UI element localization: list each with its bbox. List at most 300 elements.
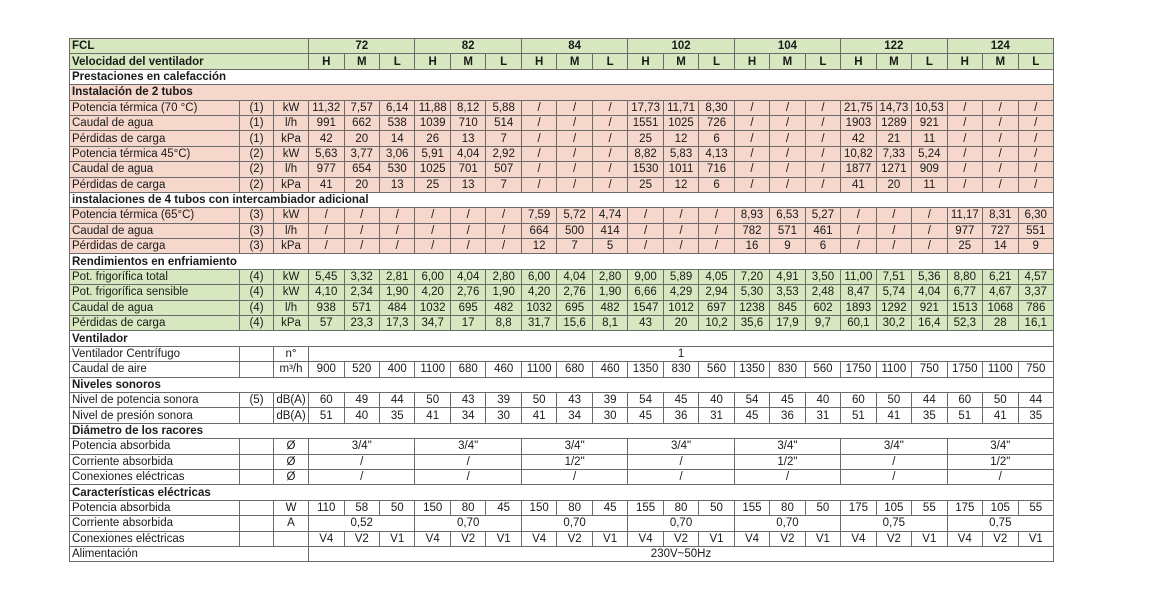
- value-cell: 5,36: [912, 269, 947, 284]
- value-cell: 560: [699, 362, 734, 377]
- value-cell: 664: [521, 223, 556, 238]
- fan-speed-cell: M: [876, 54, 911, 69]
- value-cell: 5: [592, 239, 628, 254]
- value-cell: 11,17: [947, 208, 982, 223]
- note-ref: [240, 408, 274, 423]
- value-cell: 20: [344, 131, 379, 146]
- value-cell: 9: [770, 239, 805, 254]
- value-cell: 58: [344, 500, 379, 515]
- fan-speed-cell: M: [770, 54, 805, 69]
- value-cell: 6,21: [983, 269, 1018, 284]
- value-cell: 909: [912, 162, 947, 177]
- value-cell: /: [1018, 100, 1054, 115]
- value-cell: 16,1: [1018, 316, 1054, 331]
- value-cell: 2,80: [486, 269, 522, 284]
- value-cell: 13: [450, 131, 485, 146]
- value-cell: /: [699, 223, 734, 238]
- value-cell: 4,20: [415, 285, 450, 300]
- value-cell: 8,47: [841, 285, 876, 300]
- value-cell: 830: [663, 362, 698, 377]
- section-header-row: [70, 85, 1054, 100]
- section-title: Características eléctricas: [70, 485, 1054, 500]
- value-cell: 11,00: [841, 269, 876, 284]
- fan-speed-cell: L: [805, 54, 840, 69]
- section-title: Diámetro de los racores: [70, 423, 1054, 438]
- value-cell: /: [983, 146, 1018, 161]
- value-cell: /: [415, 469, 521, 484]
- value-cell: /: [1018, 146, 1054, 161]
- value-cell: /: [983, 131, 1018, 146]
- value-cell: 155: [734, 500, 769, 515]
- value-cell: 1100: [983, 362, 1018, 377]
- value-cell: 1289: [876, 115, 911, 130]
- value-cell: 9: [1018, 239, 1054, 254]
- value-cell: /: [841, 454, 947, 469]
- value-cell: 17: [450, 316, 485, 331]
- note-ref: (5): [240, 392, 274, 407]
- value-cell: 31,7: [521, 316, 556, 331]
- value-cell: 35,6: [734, 316, 769, 331]
- value-cell: 3,50: [805, 269, 840, 284]
- value-cell: 7,59: [521, 208, 556, 223]
- value-cell: 54: [628, 392, 663, 407]
- unit-cell: kPa: [274, 239, 309, 254]
- value-cell: 1271: [876, 162, 911, 177]
- row-label: Caudal de aire: [70, 362, 240, 377]
- value-cell: /: [734, 469, 840, 484]
- model-header-cell: 122: [841, 39, 947, 54]
- value-cell: 1551: [628, 115, 663, 130]
- value-cell: /: [557, 146, 592, 161]
- value-cell: /: [592, 100, 628, 115]
- value-cell: 50: [805, 500, 840, 515]
- value-cell: 55: [912, 500, 947, 515]
- unit-cell: Ø: [274, 439, 309, 454]
- value-cell: 41: [309, 177, 344, 192]
- value-cell: 10,53: [912, 100, 947, 115]
- value-cell: /: [805, 146, 840, 161]
- value-cell: /: [557, 131, 592, 146]
- value-cell: /: [379, 239, 415, 254]
- unit-cell: dB(A): [274, 408, 309, 423]
- value-cell: 484: [379, 300, 415, 315]
- note-ref: [240, 362, 274, 377]
- section-header-row: [70, 423, 1054, 438]
- value-cell: 40: [699, 392, 734, 407]
- value-cell: 1100: [415, 362, 450, 377]
- note-ref: (4): [240, 269, 274, 284]
- value-cell: /: [770, 131, 805, 146]
- unit-cell: kW: [274, 100, 309, 115]
- value-cell: 2,92: [486, 146, 522, 161]
- value-cell: 3/4": [521, 439, 627, 454]
- value-cell: 520: [344, 362, 379, 377]
- value-cell: 39: [592, 392, 628, 407]
- value-cell: 8,1: [592, 316, 628, 331]
- value-cell: 5,27: [805, 208, 840, 223]
- row-label: Caudal de agua: [70, 115, 240, 130]
- value-cell: 571: [770, 223, 805, 238]
- value-cell: 45: [663, 392, 698, 407]
- value-cell: /: [521, 115, 556, 130]
- row-label: Potencia térmica (65°C): [70, 208, 240, 223]
- value-cell: /: [841, 223, 876, 238]
- value-cell: /: [983, 162, 1018, 177]
- section-title: Prestaciones en calefacción: [70, 69, 1054, 84]
- value-cell: 39: [486, 392, 522, 407]
- value-cell: V4: [309, 531, 344, 546]
- value-cell: 4,20: [521, 285, 556, 300]
- value-cell: 21: [876, 131, 911, 146]
- value-cell: 1/2": [734, 454, 840, 469]
- value-cell: 400: [379, 362, 415, 377]
- value-cell: V2: [770, 531, 805, 546]
- fan-speed-cell: H: [841, 54, 876, 69]
- value-cell: 105: [983, 500, 1018, 515]
- value-cell: 52,3: [947, 316, 982, 331]
- value-cell: 50: [699, 500, 734, 515]
- value-cell: 782: [734, 223, 769, 238]
- value-cell: 482: [592, 300, 628, 315]
- value-cell: 80: [663, 500, 698, 515]
- value-cell: 6,30: [1018, 208, 1054, 223]
- value-cell: 45: [592, 500, 628, 515]
- row-label: Caudal de agua: [70, 162, 240, 177]
- value-cell: 11: [912, 177, 947, 192]
- value-cell: 3,32: [344, 269, 379, 284]
- value-cell: 41: [983, 408, 1018, 423]
- value-cell: 4,04: [450, 146, 485, 161]
- value-cell: 921: [912, 115, 947, 130]
- value-cell: 11: [912, 131, 947, 146]
- value-cell: /: [1018, 162, 1054, 177]
- value-cell: 5,30: [734, 285, 769, 300]
- value-cell: /: [841, 239, 876, 254]
- row-label: Caudal de agua: [70, 300, 240, 315]
- value-cell: V4: [628, 531, 663, 546]
- value-cell: /: [734, 131, 769, 146]
- value-cell: 23,3: [344, 316, 379, 331]
- value-cell: 1350: [734, 362, 769, 377]
- value-cell: 695: [450, 300, 485, 315]
- value-cell: 7: [557, 239, 592, 254]
- value-cell: /: [947, 177, 982, 192]
- value-cell: /: [876, 239, 911, 254]
- row-label: Potencia térmica 45°C): [70, 146, 240, 161]
- value-cell: 3,37: [1018, 285, 1054, 300]
- value-cell: /: [415, 454, 521, 469]
- model-header-cell: 82: [415, 39, 521, 54]
- fan-speed-cell: H: [415, 54, 450, 69]
- value-cell: 4,10: [309, 285, 344, 300]
- value-cell: 35: [912, 408, 947, 423]
- value-cell: 43: [557, 392, 592, 407]
- value-cell: 50: [415, 392, 450, 407]
- value-cell: 25: [947, 239, 982, 254]
- section-title: Instalación de 2 tubos: [70, 85, 1054, 100]
- value-cell: 8,30: [699, 100, 734, 115]
- value-cell: 7: [486, 131, 522, 146]
- section-title: Niveles sonoros: [70, 377, 1054, 392]
- row-label: Velocidad del ventilador: [70, 54, 309, 69]
- value-cell: 12: [521, 239, 556, 254]
- value-cell: 8,12: [450, 100, 485, 115]
- value-cell: 3/4": [628, 439, 734, 454]
- row-label: Corriente absorbida: [70, 516, 240, 531]
- value-cell: 8,8: [486, 316, 522, 331]
- table-row: [70, 439, 1054, 454]
- value-cell: 507: [486, 162, 522, 177]
- value-cell: /: [770, 146, 805, 161]
- row-label: Potencia térmica (70 °C): [70, 100, 240, 115]
- value-cell: 602: [805, 300, 840, 315]
- value-cell: 1039: [415, 115, 450, 130]
- value-cell: 1750: [841, 362, 876, 377]
- value-cell: V4: [521, 531, 556, 546]
- value-cell: /: [521, 146, 556, 161]
- value-cell: /: [521, 177, 556, 192]
- note-ref: [240, 454, 274, 469]
- value-cell: 680: [557, 362, 592, 377]
- value-cell: 45: [486, 500, 522, 515]
- value-cell: 2,34: [344, 285, 379, 300]
- value-cell: 42: [841, 131, 876, 146]
- section-header-row: [70, 254, 1054, 269]
- value-cell: 921: [912, 300, 947, 315]
- note-ref: [240, 469, 274, 484]
- value-cell: /: [521, 162, 556, 177]
- value-cell: 41: [876, 408, 911, 423]
- value-cell: 571: [344, 300, 379, 315]
- value-cell: 1547: [628, 300, 663, 315]
- value-cell: 6,66: [628, 285, 663, 300]
- value-cell: 1,90: [379, 285, 415, 300]
- value-cell: 5,24: [912, 146, 947, 161]
- fan-speed-cell: L: [1018, 54, 1054, 69]
- section-header-row: [70, 331, 1054, 346]
- value-cell: 6,77: [947, 285, 982, 300]
- value-cell: 35: [379, 408, 415, 423]
- value-cell: V2: [663, 531, 698, 546]
- fan-speed-cell: L: [912, 54, 947, 69]
- fan-speed-cell: L: [592, 54, 628, 69]
- value-cell: 3,53: [770, 285, 805, 300]
- value-cell: V2: [557, 531, 592, 546]
- value-cell: /: [450, 208, 485, 223]
- value-cell: /: [344, 223, 379, 238]
- table-row: [70, 346, 1054, 361]
- value-cell: 4,91: [770, 269, 805, 284]
- model-header-cell: 72: [309, 39, 415, 54]
- table-row: [70, 115, 1054, 130]
- value-cell: 31: [805, 408, 840, 423]
- value-cell: 10,2: [699, 316, 734, 331]
- value-cell: 80: [770, 500, 805, 515]
- table-row: [70, 100, 1054, 115]
- value-cell: 1893: [841, 300, 876, 315]
- fan-speed-cell: M: [983, 54, 1018, 69]
- note-ref: [240, 516, 274, 531]
- value-cell: V1: [912, 531, 947, 546]
- table-row: [70, 285, 1054, 300]
- value-cell: 7,51: [876, 269, 911, 284]
- value-cell: /: [734, 115, 769, 130]
- value-cell: 3/4": [947, 439, 1053, 454]
- value-cell: /: [1018, 131, 1054, 146]
- row-label: Conexiones eléctricas: [70, 469, 240, 484]
- value-cell: V4: [734, 531, 769, 546]
- value-cell: 25: [628, 131, 663, 146]
- row-label: FCL: [70, 39, 309, 54]
- value-cell: /: [415, 223, 450, 238]
- value-cell: 21,75: [841, 100, 876, 115]
- value-cell: 710: [450, 115, 485, 130]
- value-cell: 60: [841, 392, 876, 407]
- value-cell: /: [841, 469, 947, 484]
- section-header-row: [70, 69, 1054, 84]
- value-cell: 726: [699, 115, 734, 130]
- value-cell: 6,53: [770, 208, 805, 223]
- value-cell: /: [450, 239, 485, 254]
- value-cell: 538: [379, 115, 415, 130]
- value-cell: 900: [309, 362, 344, 377]
- value-cell: /: [699, 239, 734, 254]
- value-cell: 45: [734, 408, 769, 423]
- value-cell: 4,04: [450, 269, 485, 284]
- section-header-row: [70, 377, 1054, 392]
- value-cell: 50: [876, 392, 911, 407]
- value-cell: 0,75: [947, 516, 1053, 531]
- value-cell: 4,13: [699, 146, 734, 161]
- unit-cell: l/h: [274, 300, 309, 315]
- fan-speed-cell: M: [450, 54, 485, 69]
- value-cell: 30: [592, 408, 628, 423]
- value-cell: /: [770, 100, 805, 115]
- value-cell: /: [912, 239, 947, 254]
- value-cell: 6,14: [379, 100, 415, 115]
- value-cell: 8,82: [628, 146, 663, 161]
- value-cell: /: [379, 223, 415, 238]
- value-cell: 5,88: [486, 100, 522, 115]
- value-cell: 5,91: [415, 146, 450, 161]
- value-cell: 50: [521, 392, 556, 407]
- unit-cell: l/h: [274, 223, 309, 238]
- value-cell: 14: [379, 131, 415, 146]
- specifications-table: [69, 38, 1054, 562]
- value-cell: 25: [415, 177, 450, 192]
- value-cell: /: [947, 162, 982, 177]
- value-cell: /: [628, 208, 663, 223]
- value-cell: /: [947, 146, 982, 161]
- row-label: Nivel de potencia sonora: [70, 392, 240, 407]
- value-cell: /: [486, 239, 522, 254]
- value-cell: /: [1018, 177, 1054, 192]
- value-cell: /: [663, 239, 698, 254]
- row-label: Alimentación: [70, 546, 309, 561]
- section-title: Ventilador: [70, 331, 1054, 346]
- value-cell: 1292: [876, 300, 911, 315]
- fan-speed-cell: L: [379, 54, 415, 69]
- value-cell: 6,00: [415, 269, 450, 284]
- section-title: Rendimientos en enfriamiento: [70, 254, 1054, 269]
- value-cell: /: [663, 208, 698, 223]
- value-cell: /: [947, 469, 1053, 484]
- table-row: [70, 162, 1054, 177]
- value-cell: /: [592, 177, 628, 192]
- value-cell: V2: [876, 531, 911, 546]
- table-row: [70, 146, 1054, 161]
- fan-speed-cell: L: [699, 54, 734, 69]
- value-cell: 49: [344, 392, 379, 407]
- value-cell: 514: [486, 115, 522, 130]
- table-row: [70, 223, 1054, 238]
- note-ref: (3): [240, 208, 274, 223]
- value-cell: 1/2": [947, 454, 1053, 469]
- value-cell: V2: [344, 531, 379, 546]
- unit-cell: kW: [274, 269, 309, 284]
- value-cell: 110: [309, 500, 344, 515]
- value-cell: 26: [415, 131, 450, 146]
- value-cell: 16,4: [912, 316, 947, 331]
- value-cell: 60: [947, 392, 982, 407]
- value-cell: /: [663, 223, 698, 238]
- value-cell: 1032: [415, 300, 450, 315]
- table-row: [70, 54, 1054, 69]
- note-ref: (2): [240, 162, 274, 177]
- value-cell: 44: [912, 392, 947, 407]
- value-cell: 11,88: [415, 100, 450, 115]
- value-cell: 750: [1018, 362, 1054, 377]
- value-cell: V4: [841, 531, 876, 546]
- value-cell: 680: [450, 362, 485, 377]
- value-cell: 1100: [876, 362, 911, 377]
- unit-cell: kPa: [274, 177, 309, 192]
- value-cell: /: [734, 177, 769, 192]
- value-cell: 716: [699, 162, 734, 177]
- value-cell: 45: [628, 408, 663, 423]
- value-cell: 4,74: [592, 208, 628, 223]
- value-cell: 0,70: [734, 516, 840, 531]
- value-cell: /: [947, 100, 982, 115]
- value-cell: 51: [841, 408, 876, 423]
- model-header-cell: 124: [947, 39, 1053, 54]
- value-cell: 105: [876, 500, 911, 515]
- value-cell: 80: [450, 500, 485, 515]
- table-row: [70, 500, 1054, 515]
- value-cell: /: [628, 223, 663, 238]
- note-ref: [240, 439, 274, 454]
- note-ref: (2): [240, 177, 274, 192]
- value-cell: /: [521, 100, 556, 115]
- value-cell: 6: [805, 239, 840, 254]
- value-cell: 5,89: [663, 269, 698, 284]
- value-cell: 4,04: [557, 269, 592, 284]
- value-cell: 10,82: [841, 146, 876, 161]
- value-cell: 697: [699, 300, 734, 315]
- value-cell: /: [309, 223, 344, 238]
- value-cell: V1: [1018, 531, 1054, 546]
- value-cell: /: [628, 469, 734, 484]
- fan-speed-cell: H: [521, 54, 556, 69]
- value-cell: /: [415, 239, 450, 254]
- value-cell: 44: [1018, 392, 1054, 407]
- note-ref: (1): [240, 115, 274, 130]
- value-cell: /: [947, 131, 982, 146]
- row-label: Pérdidas de carga: [70, 177, 240, 192]
- table-row: [70, 316, 1054, 331]
- value-cell: 1350: [628, 362, 663, 377]
- value-cell: 938: [309, 300, 344, 315]
